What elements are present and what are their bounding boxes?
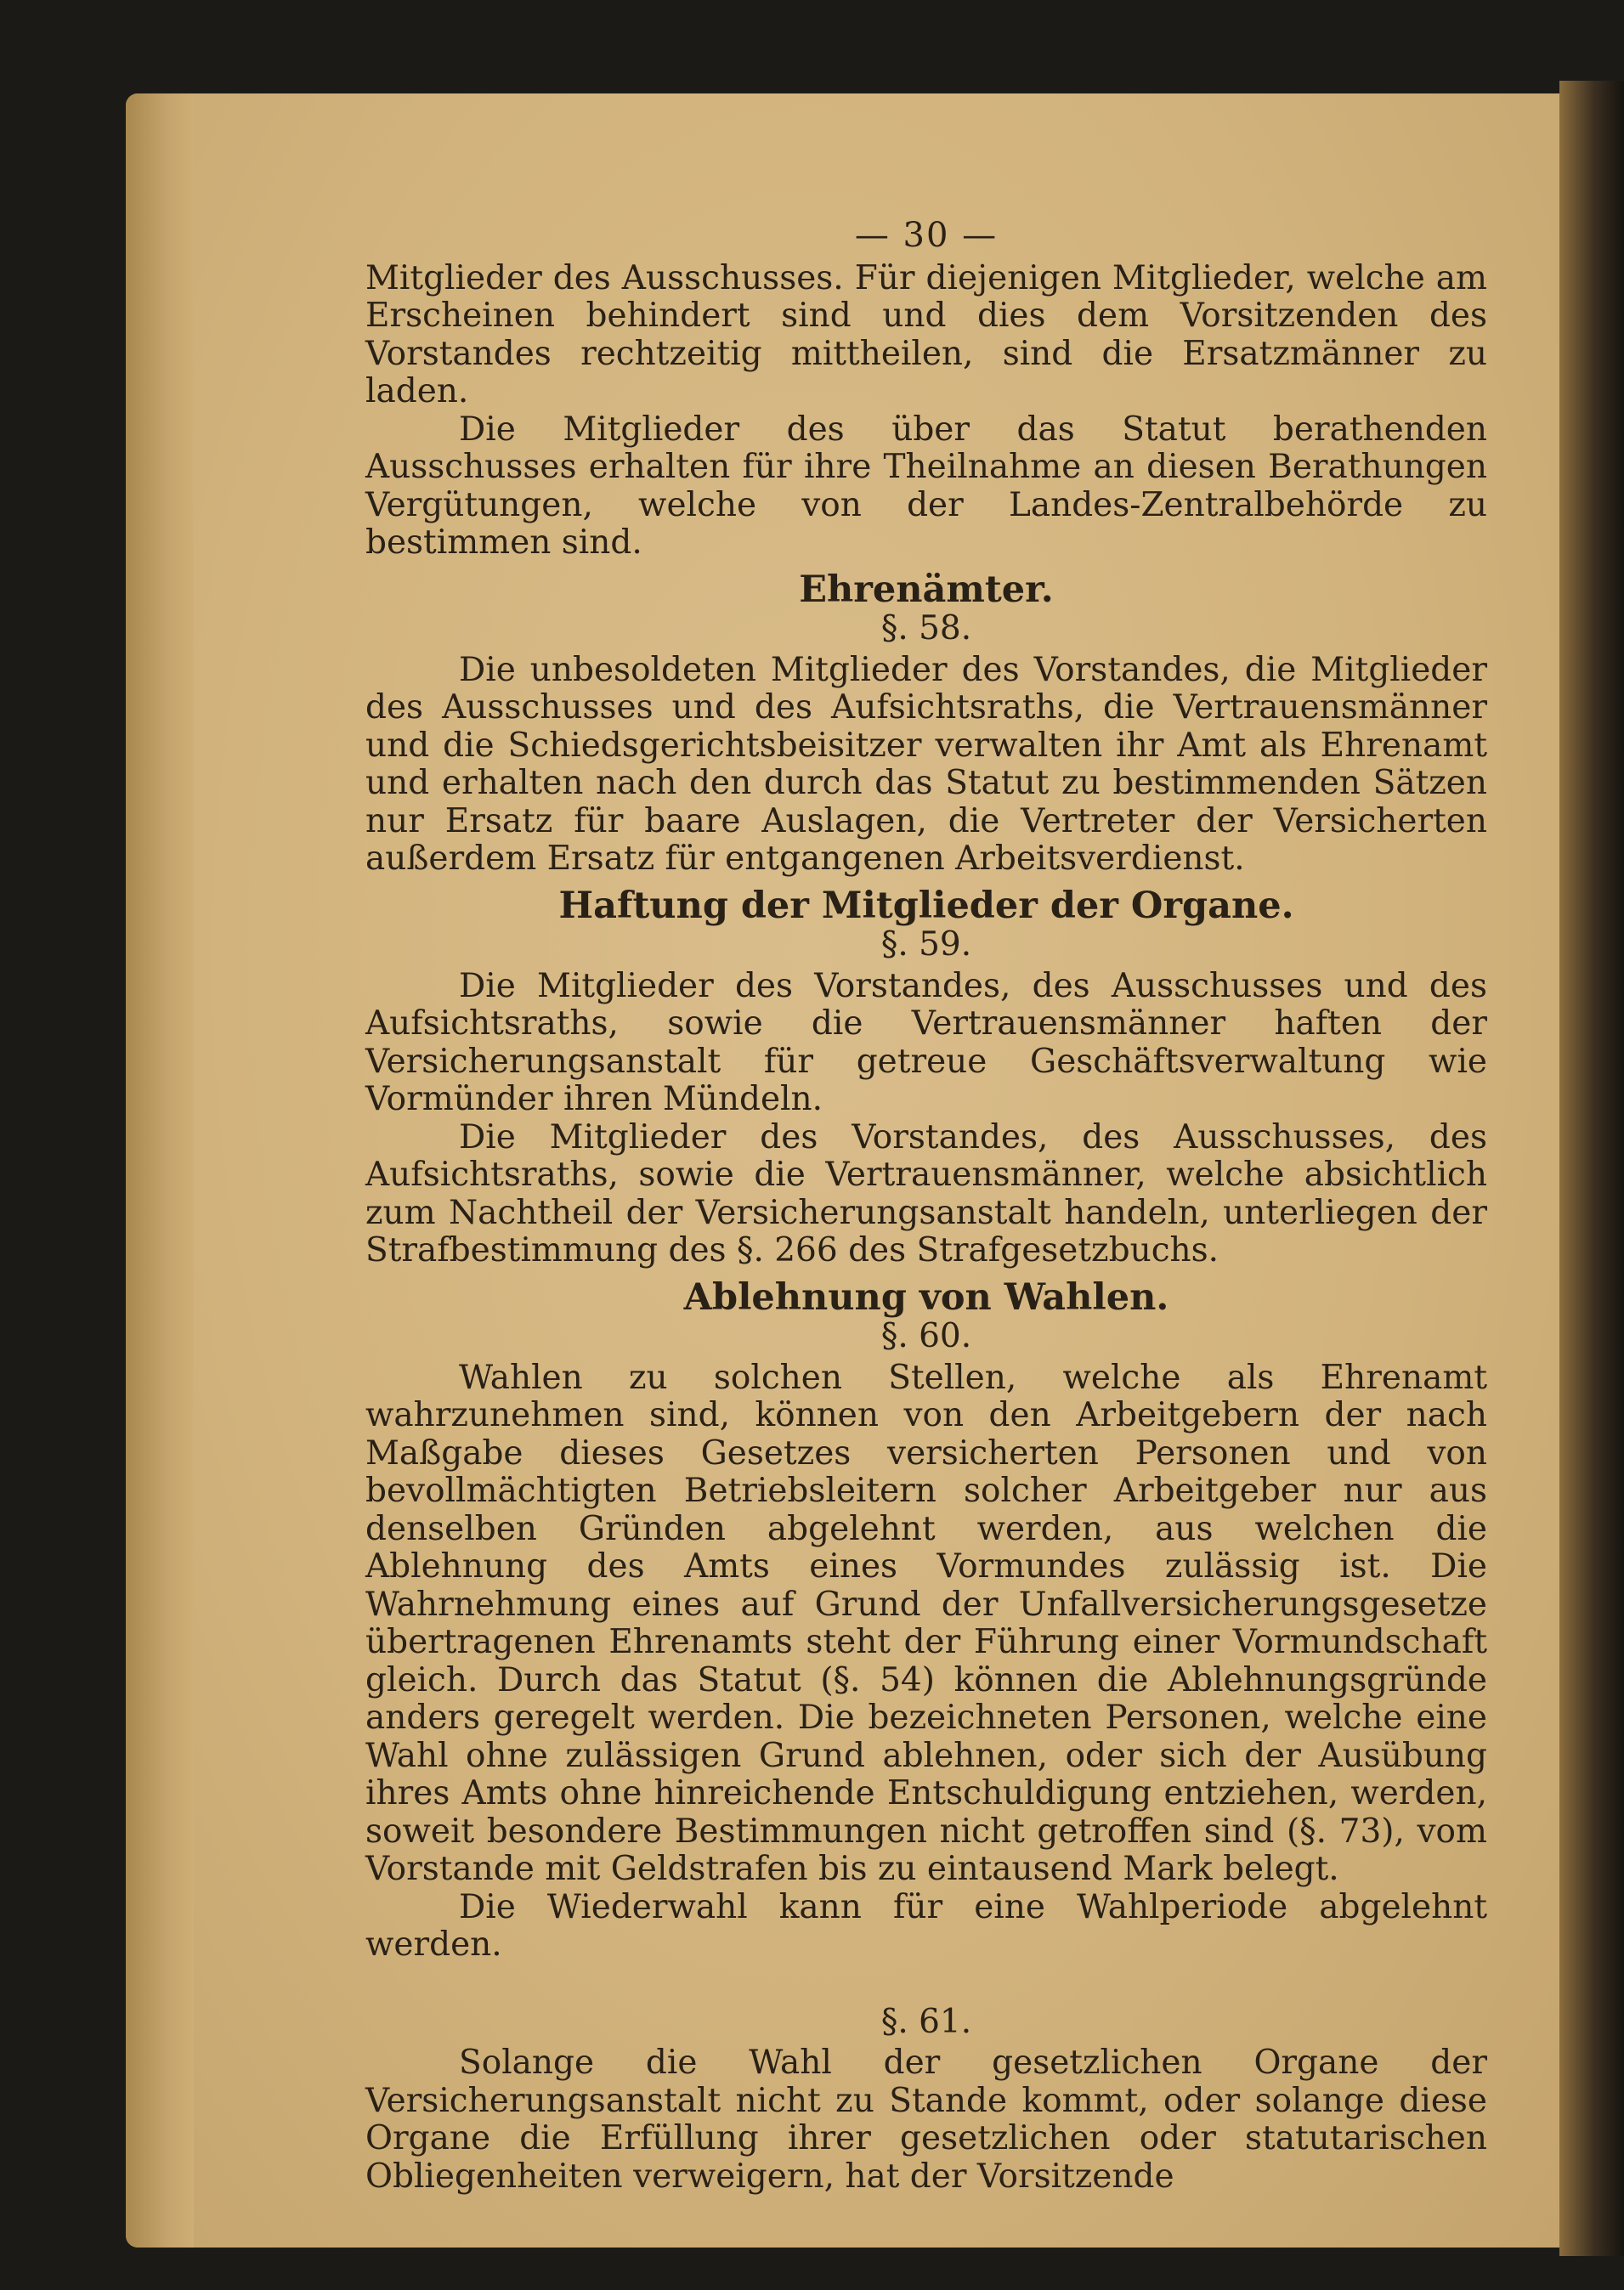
spacer: [365, 1965, 1487, 2004]
text-blocks: [365, 260, 1487, 2197]
paragraph-number: §. 61.: [880, 2002, 972, 2041]
section-heading: Ablehnung von Wahlen.: [683, 1275, 1169, 1319]
paragraph: Mitglieder des Ausschusses. Für diejenigen Mitglieder, welche am Erscheinen behindert sind und dies dem Vorsitzenden des Vorstandes rechtzeitig mittheilen, sind die Ersatzmänner zu laden.: [365, 258, 1487, 410]
paragraph: Die Mitglieder des Vorstandes, des Ausschusses, des Aufsichtsraths, sowie die Vertrauensmänner, welche absichtlich zum Nachtheil der Versicherungsanstalt handeln, unterliegen der Strafbestimmung des §. 266 des Strafgesetzbuchs.: [365, 1117, 1487, 1269]
paragraph: Die unbesoldeten Mitglieder des Vorstandes, die Mitglieder des Ausschusses und des Aufsichtsraths, die Vertrauensmänner und die Schiedsgerichtsbeisitzer verwalten ihr Amt als Ehrenamt und erhalten nach den durch das Statut zu bestimmenden Sätzen nur Ersatz für baare Auslagen, die Vertreter der Versicherten außerdem Ersatz für entgangenen Arbeitsverdienst.: [365, 650, 1487, 878]
book-gutter: [1559, 81, 1624, 2256]
page-text: [365, 217, 1487, 2196]
paragraph: Die Wiederwahl kann für eine Wahlperiode abgelehnt werden.: [365, 1887, 1487, 1964]
paragraph-number: §. 60.: [880, 1317, 972, 1355]
paragraph: Wahlen zu solchen Stellen, welche als Ehrenamt wahrzunehmen sind, können von den Arbeitgebern der nach Maßgabe dieses Gesetzes versicherten Personen und von bevollmächtigten Betriebsleitern solcher Arbeitgeber nur aus denselben Gründen abgelehnt werden, aus welchen die Ablehnung des Amts eines Vormundes zulässig ist. Die Wahrnehmung eines auf Grund der Unfallversicherungsgesetze übertragenen Ehrenamts steht der Führung einer Vormundschaft gleich. Durch das Statut (§. 54) können die Ablehnungsgründe anders geregelt werden. Die bezeichneten Personen, welche eine Wahl ohne zulässigen Grund ablehnen, oder sich der Ausübung ihres Amts ohne hinreichende Entschuldigung entziehen, werden, soweit besondere Bestimmungen nicht getroffen sind (§. 73), vom Vorstande mit Geldstrafen bis zu eintausend Mark belegt.: [365, 1358, 1487, 1888]
section-heading: Haftung der Mitglieder der Organe.: [558, 884, 1294, 927]
paragraph: Die Mitglieder des Vorstandes, des Ausschusses und des Aufsichtsraths, sowie die Vertrauensmänner haften der Versicherungsanstalt für getreue Geschäftsverwaltung wie Vormünder ihren Mündeln.: [365, 966, 1487, 1118]
page-number: — 30 —: [854, 216, 999, 255]
paragraph: Die Mitglieder des über das Statut berathenden Ausschusses erhalten für ihre Theilnahme an diesen Berathungen Vergütungen, welche von der Landes-Zentralbehörde zu bestimmen sind.: [365, 410, 1487, 562]
paragraph: Solange die Wahl der gesetzlichen Organe der Versicherungsanstalt nicht zu Stande kommt, oder solange diese Organe die Erfüllung ihrer gesetzlichen oder statutarischen Obliegenheiten verweigern, hat der Vorsitzende: [365, 2044, 1487, 2196]
section-heading: Ehrenämter.: [799, 568, 1054, 611]
paragraph-number: §. 58.: [880, 609, 972, 647]
page-edges: [126, 93, 194, 2248]
paragraph-number: §. 59.: [880, 925, 972, 964]
